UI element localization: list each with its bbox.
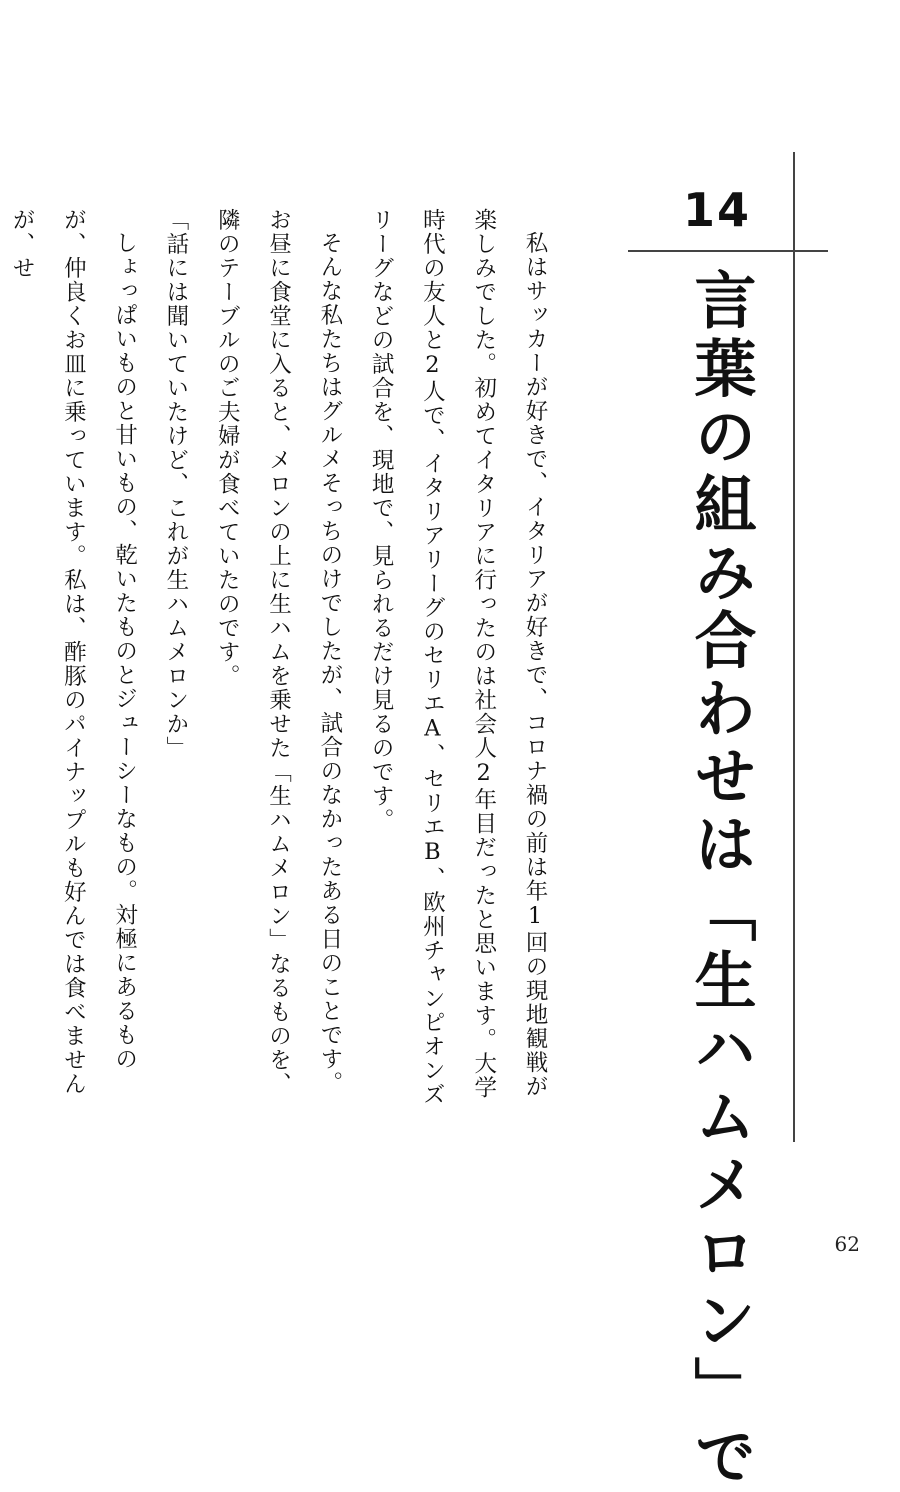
page-number: 62 bbox=[834, 1232, 860, 1256]
paragraph-quote: 「話には聞いていたけど、これが生ハムメロンか」 bbox=[162, 208, 189, 760]
paragraph: しょっぱいものと甘いもの、乾いたものとジューシーなもの。対極にあるものが、仲良くお皿に乗っています。私は、酢豚のパイナップルも好んでは食べませんが、せ bbox=[9, 208, 138, 1096]
horizontal-rule bbox=[628, 250, 828, 252]
body-text bbox=[9, 208, 560, 1118]
vertical-rule bbox=[793, 152, 795, 1142]
paragraph: 私はサッカーが好きで、イタリアが好きで、コロナ禍の前は年1回の現地観戦が楽しみでした。初めてイタリアに行ったのは社会人2年目だったと思います。大学時代の友人と2人で、イタリアリーグのセリエA、セリエB、欧州チャンピオンズリーグなどの試合を、現地で、見られるだけ見るのです。 bbox=[368, 208, 548, 1107]
chapter-number: 14 bbox=[682, 183, 751, 237]
chapter-title: 言葉の組み合わせは「生ハムメロン」で bbox=[684, 268, 757, 1492]
paragraph: そんな私たちはグルメそっちのけでしたが、試合のなかったある日のことです。お昼に食堂に入ると、メロンの上に生ハムを乗せた「生ハムメロン」なるものを、隣のテーブルのご夫婦が食べていたのです。 bbox=[214, 208, 343, 1096]
